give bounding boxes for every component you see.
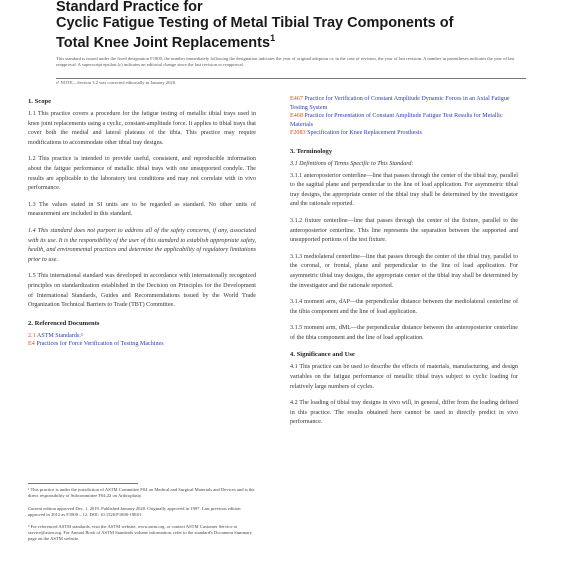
footnote-1: ¹ This practice is under the jurisdiction of ASTM Committee F04 on Medical and Surgical Materials and Devices and is the direct responsibility of Subcommittee F04.22 on Arthroplasty.	[28, 487, 255, 499]
para-1-3: 1.3 The values stated in SI units are to be regarded as standard. No other units of measurement are included in this standard.	[28, 201, 256, 218]
footnote-1b: Current edition approved Dec. 1, 2019. Published January 2020. Originally approved in 1997. Last previous edition approved in 2012 as F1800 – 12. DOI: 10.1520/F1800-19E01.	[28, 506, 241, 518]
para-1-5: 1.5 This international standard was developed in accordance with internationally recognized principles on standardization established in the Decision on Principles for the Development of International Standards, Guides and Recommendations issued by the World Trade Organization Technical Barriers to Trade (TBT) Committee.	[28, 273, 256, 309]
para-1-1: 1.1 This practice covers a procedure for the fatigue testing of metallic tibial trays used in knee joint replacements using a cyclic, constant-amplitude force. It applies to tibial trays that cover both the medial and lateral plateaus of the tibia. This practice may require modifications to accommodate other tibial tray designs.	[28, 111, 256, 146]
para-3-1-5: 3.1.5 moment arm, dML—the perpendicular distance between the anteroposterior centerline of the tibia component and the line of load application.	[290, 325, 518, 341]
section-refdocs-heading: 2. Referenced Documents	[28, 319, 100, 327]
header-divider	[56, 78, 526, 79]
para-3-1-3: 3.1.3 mediolateral centerline—line that passes through the center of the tibial tray, parallel to the coronal, or frontal, plane and perpendicular to the line of load application. For asymmetric tibial tray designs, the appropriate center of the tibial tray shall be determined by the investigator and the rationale reported.	[290, 253, 518, 289]
document-title	[56, 0, 526, 51]
footnote-divider	[28, 483, 138, 484]
ref-astm-standards: 2.1 ASTM Standards:²	[28, 332, 83, 339]
editorial-note: ε¹ NOTE—Section 3.2 was corrected editorially in January 2020.	[56, 80, 177, 85]
title-line-1: Standard Practice for	[56, 0, 203, 15]
ref-e468-link[interactable]: E468 Practice for Presentation of Constant Amplitude Fatigue Test Results for Metallic Materials	[290, 113, 503, 128]
designation-note: This standard is issued under the fixed designation F1800; the number immediately following the designation indicates the year of original adoption or, in the case of revision, the year of last revision. A number in parentheses indicates the year of last reapproval. A superscript epsilon (ε) indicates an editorial change since the last revision or reapproval.	[56, 56, 515, 67]
para-1-2: 1.2 This practice is intended to provide useful, consistent, and reproducible information about the fatigue performance of metallic tibial trays with one unsupported condyle. The results are applicable to the laboratory test conditions and may not correlate with in vivo performance.	[28, 156, 256, 192]
para-3-1: 3.1 Definitions of Terms Specific to This Standard:	[290, 160, 414, 167]
para-3-1-4: 3.1.4 moment arm, dAP—the perpendicular distance between the mediolateral centerline of the tibia component and the line of load application.	[290, 299, 518, 315]
footnote-2: ² For referenced ASTM standards, visit the ASTM website, www.astm.org, or contact ASTM Customer Service at service@astm.org. For Annual Book of ASTM Standards volume information, refer to the standard's Document Summary page on the ASTM website.	[28, 524, 253, 542]
right-column	[290, 98, 518, 435]
para-3-1-2: 3.1.2 fixture centerline—line that passes through the center of the fixture, parallel to the anteroposterior centerline. This line represents the separation between the supported and unsupported portions of the test fixture.	[290, 217, 518, 244]
para-4-1: 4.1 This practice can be used to describe the effects of materials, manufacturing, and design variables on the fatigue performance of metallic tibial trays subject to cyclic loading for relatively large numbers of cycles.	[290, 364, 518, 390]
ref-e4-link[interactable]: E4 Practices for Force Verification of Testing Machines	[28, 341, 164, 348]
ref-f2083-link[interactable]: F2083 Specification for Knee Replacement Prosthesis	[290, 130, 422, 137]
para-3-1-1: 3.1.1 anteroposterior centerline—line that passes through the center of the tibial tray, parallel to the sagittal plane and perpendicular to the line of load application. For asymmetric tibial tray designs, the appropriate center of the tibial tray shall be determined by the investigator and the rationale reported.	[290, 172, 518, 208]
title-line-2: Cyclic Fatigue Testing of Metal Tibial Tray Components of	[56, 14, 454, 31]
left-column	[28, 98, 256, 349]
section-scope-heading: 1. Scope	[28, 98, 52, 105]
ref-e467-link[interactable]: E467 Practice for Verification of Constant Amplitude Dynamic Forces in an Axial Fatigue Testing System	[290, 96, 510, 111]
para-1-4: 1.4 This standard does not purport to address all of the safety concerns, if any, associated with its use. It is the responsibility of the user of this standard to establish appropriate safety, health, and environmental practices and determine the applicability of regulatory limitations prior to use.	[28, 227, 256, 263]
title-line-3: Total Knee Joint Replacements$^1$	[56, 33, 276, 51]
title-footnote-mark[interactable]: 1	[270, 33, 276, 43]
section-terminology-heading: 3. Terminology	[290, 147, 333, 155]
para-4-2: 4.2 The loading of tibial tray designs in vivo will, in general, differ from the loading defined in this practice. The results obtained here cannot be used to directly predict in vivo performance.	[290, 400, 518, 426]
section-significance-heading: 4. Significance and Use	[290, 351, 355, 359]
